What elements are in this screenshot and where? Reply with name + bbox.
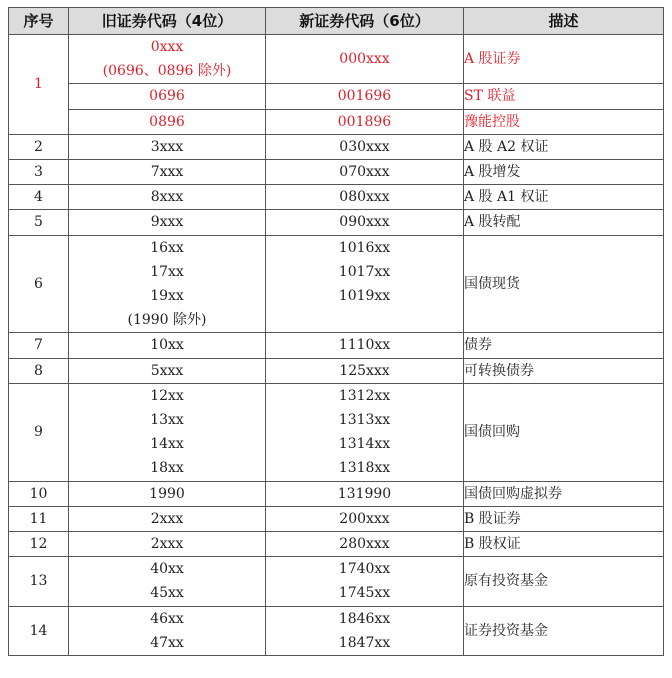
new-code-line: 1314xx [338,436,391,453]
seq-cell: 10 [9,481,69,506]
table-row [9,383,664,481]
new-code-line: 001896 [337,113,392,130]
header-old-code: 旧证券代码（4位） [69,8,266,35]
old-code-cell [69,134,266,159]
old-code-line: 47xx [150,634,184,651]
new-code-cell [266,160,464,185]
description-cell: A 股证券 [464,35,664,84]
new-code-cell [266,35,464,84]
description-cell: A 股转配 [464,210,664,235]
table-row [9,185,664,210]
description-cell: 可转换债券 [464,358,664,383]
new-code-cell [266,606,464,655]
new-code-cell [266,358,464,383]
old-code-line: 2xxx [150,510,184,527]
description-cell: ST 联益 [464,84,664,109]
new-code-cell [266,84,464,109]
seq-cell: 14 [9,606,69,655]
table-row [9,109,664,134]
new-code-cell [266,557,464,606]
old-code-cell [69,35,266,84]
description-cell: 国债现货 [464,235,664,333]
securities-code-table [8,7,664,656]
table-row [9,35,664,84]
new-code-line: 1313xx [338,412,391,429]
old-code-cell [69,333,266,358]
old-code-line: 0896 [149,113,185,130]
seq-cell: 8 [9,358,69,383]
table-header [9,8,664,35]
seq-cell: 13 [9,557,69,606]
new-code-line: 080xxx [339,189,390,206]
new-code-line: 001696 [337,88,392,105]
new-code-line: 125xxx [339,362,390,379]
old-code-line: 10xx [150,337,184,354]
old-code-line: 18xx [150,460,184,477]
seq-cell: 1 [9,35,69,135]
new-code-line: 131990 [337,485,392,502]
old-code-line: 8xxx [150,189,184,206]
description-cell: 国债回购 [464,383,664,481]
new-code-cell [266,134,464,159]
table-row [9,84,664,109]
new-code-cell [266,481,464,506]
new-code-line: 280xxx [339,536,390,553]
new-code-line: 1318xx [338,460,391,477]
old-code-line: 7xxx [150,164,184,181]
seq-cell: 11 [9,506,69,531]
old-code-line: 9xxx [150,214,184,231]
old-code-line: 46xx [150,610,184,627]
description-cell: A 股增发 [464,160,664,185]
new-code-line: 1846xx [338,610,391,627]
table-row [9,481,664,506]
old-code-line: 16xx [150,239,184,256]
old-code-cell [69,210,266,235]
old-code-cell [69,160,266,185]
new-code-cell [266,383,464,481]
seq-cell: 12 [9,532,69,557]
new-code-line: 070xxx [339,164,390,181]
new-code-line: 1110xx [338,337,391,354]
new-code-cell [266,532,464,557]
seq-cell: 9 [9,383,69,481]
new-code-line: 1019xx [338,288,391,305]
new-code-cell [266,185,464,210]
old-code-line: 45xx [150,585,184,602]
new-code-cell [266,333,464,358]
new-code-cell [266,210,464,235]
new-code-line: 090xxx [339,214,390,231]
new-code-line: 1016xx [338,239,391,256]
old-code-cell [69,506,266,531]
old-code-cell [69,606,266,655]
new-code-line: 1312xx [338,387,391,404]
old-code-line: 0xxx [150,39,184,55]
old-code-cell [69,383,266,481]
description-cell: A 股 A1 权证 [464,185,664,210]
description-cell: A 股 A2 权证 [464,134,664,159]
table-row [9,506,664,531]
old-code-line: 17xx [150,263,184,280]
table-row [9,210,664,235]
old-code-line: 3xxx [150,138,184,155]
old-code-line: (0696、0896 除外) [102,63,232,80]
seq-cell: 6 [9,235,69,333]
description-cell: 证券投资基金 [464,606,664,655]
old-code-cell [69,109,266,134]
new-code-line: 000xxx [339,51,390,68]
old-code-cell [69,235,266,333]
old-code-line: 2xxx [150,536,184,553]
old-code-line: (1990 除外) [127,312,207,329]
new-code-line: 1847xx [338,634,391,651]
description-cell: B 股证券 [464,506,664,531]
seq-cell: 2 [9,134,69,159]
table-row [9,134,664,159]
new-code-cell [266,235,464,333]
table-row [9,358,664,383]
new-code-cell [266,109,464,134]
description-cell: 国债回购虚拟券 [464,481,664,506]
old-code-line: 40xx [150,561,184,578]
header-description: 描述 [464,8,664,35]
table-row [9,333,664,358]
old-code-cell [69,84,266,109]
header-seq: 序号 [9,8,69,35]
table-row [9,160,664,185]
seq-cell: 3 [9,160,69,185]
table-row [9,235,664,333]
old-code-line: 19xx [150,288,184,305]
table-row [9,532,664,557]
table-row [9,557,664,606]
old-code-cell [69,185,266,210]
old-code-line: 0696 [149,88,185,105]
seq-cell: 4 [9,185,69,210]
old-code-line: 14xx [150,436,184,453]
old-code-cell [69,557,266,606]
old-code-line: 12xx [150,387,184,404]
description-cell: 原有投资基金 [464,557,664,606]
new-code-line: 030xxx [339,138,390,155]
seq-cell: 5 [9,210,69,235]
header-row [9,8,664,35]
new-code-line: 1745xx [338,585,391,602]
new-code-line: 1017xx [338,263,391,280]
new-code-line: 200xxx [339,510,390,527]
description-cell: B 股权证 [464,532,664,557]
old-code-line: 5xxx [150,362,184,379]
table-row [9,606,664,655]
old-code-cell [69,358,266,383]
old-code-cell [69,532,266,557]
code-table-container [8,7,663,656]
description-cell: 债券 [464,333,664,358]
old-code-cell [69,481,266,506]
new-code-cell [266,506,464,531]
table-body [9,35,664,656]
new-code-line: 1740xx [338,561,391,578]
description-cell: 豫能控股 [464,109,664,134]
old-code-line: 1990 [149,485,185,502]
seq-cell: 7 [9,333,69,358]
header-new-code: 新证券代码（6位） [266,8,464,35]
old-code-line: 13xx [150,412,184,429]
